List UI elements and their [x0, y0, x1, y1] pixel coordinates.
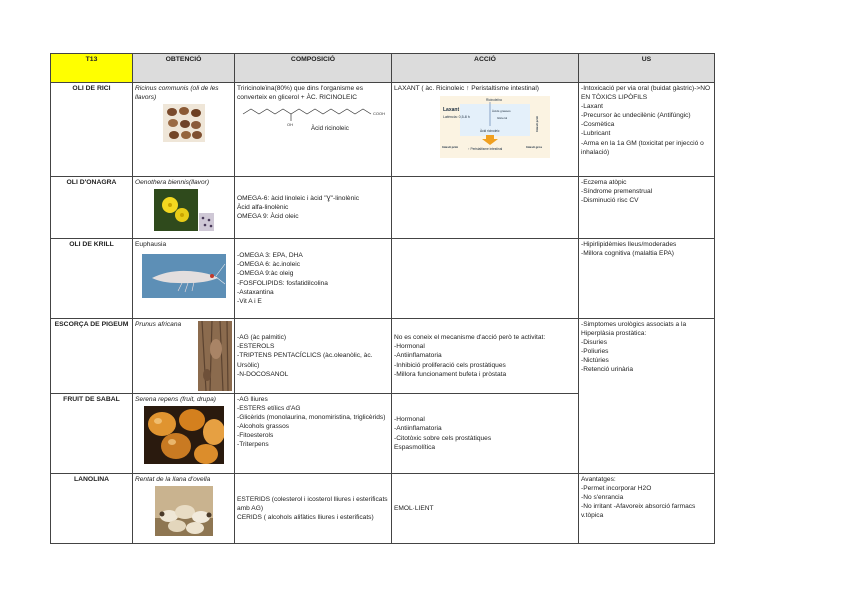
source-text: Prunus africana: [135, 321, 182, 328]
action-line: Espasmolítica: [394, 443, 436, 451]
table-row: [51, 474, 715, 544]
diagram-latency: Latència: 0,5-8 h: [443, 115, 470, 120]
header-row: [51, 54, 715, 83]
header-composicio: COMPOSICIÓ: [235, 54, 392, 83]
composition-line: -Alcohols grassos: [237, 423, 290, 431]
diagram-right-label: Intestí gros: [526, 145, 543, 150]
composition-cell: [235, 83, 392, 177]
uses-cell: [579, 83, 715, 177]
uses-line: -Poliuries: [581, 348, 609, 356]
source-cell: [133, 319, 235, 394]
action-line: No es coneix el mecanisme d'acció però te activitat:: [394, 334, 546, 342]
composition-line: ESTERIDS (colesterol i icosterol lliures i esterificats amb AG): [237, 495, 388, 512]
row-name: OLI DE KRILL: [51, 239, 133, 319]
source-cell: [133, 394, 235, 474]
uses-line: -No s'enrancia: [581, 494, 624, 502]
action-line: -Antiinflamatoria: [394, 425, 442, 433]
composition-line: OMEGA-6: àcid linoleic i àcid "Ɣ"-linolènic: [237, 194, 360, 202]
krill-image: [142, 254, 226, 298]
diagram-title: Laxant: [443, 107, 460, 114]
uses-line: -Lubricant: [581, 130, 611, 138]
uses-cell: [579, 474, 715, 544]
composition-cell: [235, 474, 392, 544]
uses-line: -Arma en la 1a GM (toxicitat per injecció o inhalació): [581, 139, 704, 156]
uses-line: -Disminució risc CV: [581, 197, 639, 205]
source-cell: [133, 239, 235, 319]
composition-line: -Glicèrids (monolaurina, monomiristina, triglicèrids): [237, 414, 386, 422]
uses-line: -Disuries: [581, 339, 608, 347]
row-name: ESCORÇA DE PIGEUM: [51, 319, 133, 394]
source-cell: [133, 83, 235, 177]
table-row: [51, 239, 715, 319]
uses-cell: [579, 239, 715, 319]
saw-palmetto-fruit-image: [144, 406, 224, 464]
composition-line: Triricinoleïna(80%) que dins l'organisme es converteix en glicerol + ÀC. RICINOLEIC: [237, 85, 363, 102]
composition-line: -AG lliures: [237, 396, 268, 403]
source-cell: [133, 177, 235, 239]
diagram-glycerol: Glicerol: [497, 116, 508, 121]
action-cell: [392, 319, 579, 394]
composition-line: -OMEGA 6: àc.inoleic: [237, 261, 301, 269]
diagram-top-label: Ricinoleïna: [486, 98, 502, 103]
composition-line: Àcid alfa-linolènic: [237, 203, 289, 211]
evening-primrose-image: [154, 189, 214, 231]
action-line: -Antiinflamatoria: [394, 352, 442, 360]
composition-line: -Astaxantina: [237, 288, 274, 296]
diagram-effect: ↑ Peristaltisme intestinal: [468, 147, 503, 152]
composition-line: -FOSFOLIPIDS: fosfatidilcolina: [237, 279, 328, 287]
source-text: Euphausia: [135, 241, 167, 248]
source-text: Rentat de la llana d'ovella: [135, 476, 211, 483]
table-row: [51, 319, 715, 394]
pharmacognosy-table: [50, 53, 715, 544]
action-line: -Citotòxic sobre cels prostàtiques: [394, 434, 492, 442]
table-row: [51, 177, 715, 239]
header-topic: T13: [51, 54, 133, 83]
diagram-left-label: Intestí prim: [442, 145, 459, 150]
composition-line: -Vit A i E: [237, 297, 262, 305]
laxative-mechanism-diagram: [440, 96, 550, 158]
composition-cell: [235, 319, 392, 394]
action-line: -Millora funcionament bufeta i pròstata: [394, 370, 507, 378]
uses-line: -Millora cognitiva (malaltia EPA): [581, 250, 674, 258]
source-text: Oenothera biennis(llavor): [135, 179, 210, 186]
uses-line: -Laxant: [581, 103, 603, 111]
composition-line: -TRIPTENS PENTACÍCLICS (àc.oleanòlic, àc. Ursòlic): [237, 352, 373, 369]
action-line: -Inhibició proliferació cels prostàtiques: [394, 361, 506, 369]
uses-line: -Cosmètica: [581, 121, 615, 129]
uses-cell-shared: [579, 319, 715, 474]
composition-line: -AG (àc palmitic): [237, 334, 287, 342]
action-cell: [392, 83, 579, 177]
diagram-side-label: Intestí prim: [535, 115, 539, 133]
composition-line: -ESTEROLS: [237, 343, 275, 351]
diagram-bottom-label: Àcid ricinoleic: [480, 129, 500, 134]
uses-line: -Precursor àc undecilènic (Antifúngic): [581, 112, 691, 120]
uses-line: -Retenció urinària: [581, 366, 634, 374]
row-name: OLI D'ONAGRA: [51, 177, 133, 239]
ricinoleic-acid-structure: [237, 104, 387, 134]
action-line: -Hormonal: [394, 343, 425, 351]
composition-line: -Triterpens: [237, 441, 269, 449]
uses-line: Avantatges:: [581, 476, 616, 483]
uses-line: -Hipirlipidèmies lleus/moderades: [581, 241, 677, 248]
svg-text:COOH: COOH: [373, 111, 385, 117]
composition-line: OMEGA 9: Àcid oleic: [237, 213, 299, 221]
composition-cell: [235, 239, 392, 319]
row-name: OLI DE RICI: [51, 83, 133, 177]
action-cell: [392, 239, 579, 319]
composition-line: -OMEGA 3: EPA, DHA: [237, 252, 303, 260]
diagram-fatty-acids: Àcids grassos: [492, 109, 511, 114]
sheep-wool-image: [155, 486, 213, 536]
uses-line: -Intoxicació per via oral (buidat gàstric)->NO EN TÒXICS LIPÒFILS: [581, 85, 711, 102]
source-cell: [133, 474, 235, 544]
pygeum-bark-image: [198, 321, 232, 391]
action-cell: [392, 474, 579, 544]
composition-line: -N-DOCOSANOL: [237, 370, 289, 378]
composition-line: CERIDS ( alcohols alifàtics lliures i esterificats): [237, 514, 374, 522]
row-name: LANOLINA: [51, 474, 133, 544]
uses-line: -Eczema atòpic: [581, 179, 627, 186]
header-accio: ACCIÓ: [392, 54, 579, 83]
action-line: EMOL·LIENT: [394, 504, 434, 512]
uses-line: -No irritant -Afavoreix absorció farmacs v.tòpica: [581, 503, 696, 520]
action-cell: [392, 177, 579, 239]
uses-line: -Simptomes urològics associats a la Hiperplàsia prostàtica:: [581, 321, 687, 338]
structure-label: Àcid ricinoleic: [311, 125, 349, 133]
row-name: FRUIT DE SABAL: [51, 394, 133, 474]
castor-seeds-image: [163, 104, 205, 142]
header-us: US: [579, 54, 715, 83]
uses-line: -Nictúries: [581, 357, 609, 365]
action-line: -Hormonal: [394, 416, 425, 424]
action-cell: [392, 394, 579, 474]
source-text: Serena repens (fruit, drupa): [135, 396, 216, 403]
composition-cell: [235, 177, 392, 239]
uses-cell: [579, 177, 715, 239]
source-text: Ricinus communis (oli de les llavors): [135, 85, 219, 102]
composition-line: -Fitoesterols: [237, 432, 274, 440]
uses-line: -Síndrome premenstrual: [581, 188, 653, 196]
composition-line: -ESTERS etílics d'AG: [237, 405, 301, 413]
composition-cell: [235, 394, 392, 474]
uses-line: -Permet incorporar H2O: [581, 485, 652, 493]
action-line: LAXANT ( àc. Ricinoleic ↑ Peristaltisme intestinal): [394, 85, 539, 92]
table-row: [51, 83, 715, 177]
composition-line: -OMEGA 9:àc oleig: [237, 270, 294, 278]
svg-text:OH: OH: [287, 122, 293, 128]
header-obtencio: OBTENCIÓ: [133, 54, 235, 83]
